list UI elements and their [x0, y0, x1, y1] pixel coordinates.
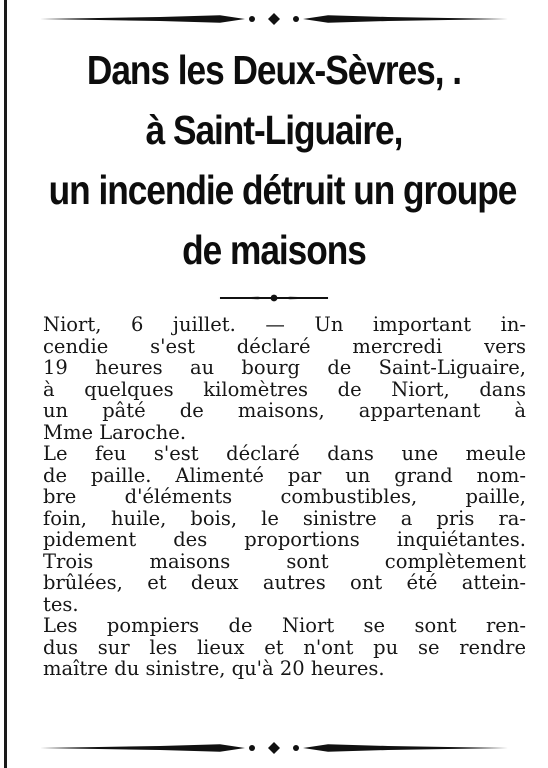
text-line: Trois maisons sont complètement [43, 549, 526, 573]
paragraph-1 [15, 314, 526, 443]
text-line: 19 heures au bourg de Saint-Liguaire, [43, 356, 526, 379]
text-line: Les pompiers de Niort se sont ren- [43, 614, 526, 637]
text-line: tes. [43, 592, 79, 616]
text-line: dus sur les lieux et n'ont pu se rendre [43, 635, 526, 659]
text-line: à quelques kilomètres de Niort, dans [43, 377, 526, 401]
text-line: brûlées, et deux autres ont été attein- [43, 571, 526, 594]
text-line: cendie s'est déclaré mercredi vers [43, 334, 526, 358]
text-line: de paille. Alimenté par un grand nom- [43, 463, 526, 487]
text-line: Niort, 6 juillet. — Un important in- [43, 313, 526, 336]
headline-line-2: à Saint-Liguaire, [145, 107, 403, 153]
text-line: maître du sinistre, qu'à 20 heures. [43, 657, 385, 680]
top-ornament-rule [40, 12, 508, 26]
column-rule [4, 0, 7, 768]
headline-divider [218, 289, 330, 301]
text-line: un pâté de maisons, appartenant à [43, 399, 526, 422]
paragraph-2 [15, 443, 526, 551]
headline-line-4: de maisons [182, 227, 366, 273]
text-line: bre d'éléments combustibles, paille, [43, 485, 526, 508]
text-line: foin, huile, bois, le sinistre a pris ra- [43, 506, 526, 530]
text-line: Mme Laroche. [43, 420, 187, 444]
text-line: pidement des proportions inquiétantes. [43, 528, 526, 551]
text-line: Le feu s'est déclaré dans une meule [43, 442, 526, 465]
bottom-ornament-rule [40, 741, 508, 755]
headline-line-1: Dans les Deux-Sèvres, . [86, 47, 462, 93]
article-body [15, 314, 526, 680]
paragraph-3 [15, 551, 526, 616]
paragraph-4 [15, 615, 526, 680]
article-headline [48, 40, 517, 280]
headline-line-3: un incendie détruit un groupe [48, 167, 517, 213]
